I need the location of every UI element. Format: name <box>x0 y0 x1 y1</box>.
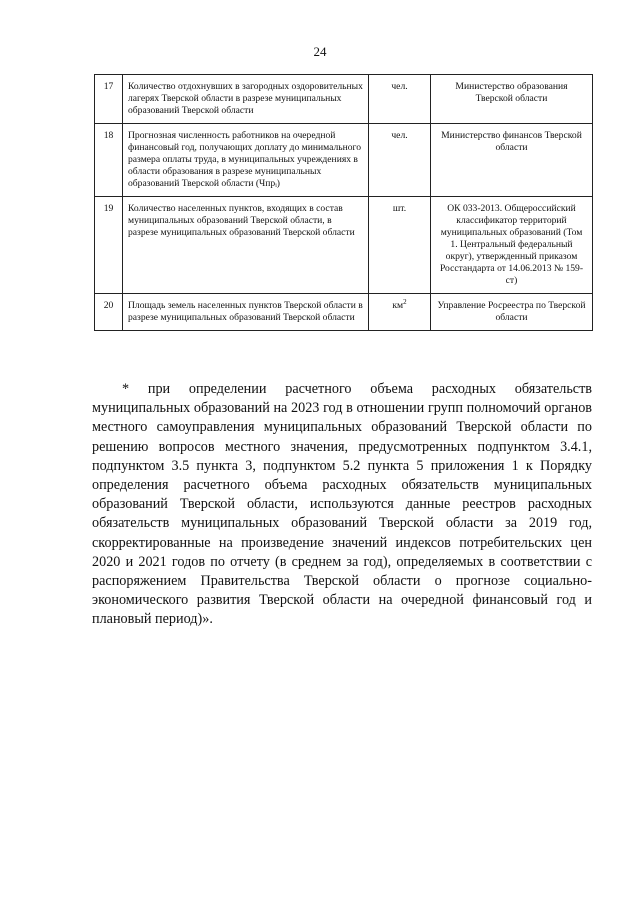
indicators-table <box>94 74 593 331</box>
footnote-paragraph: * при определении расчетного объема расходных обязательств муниципальных образований на 2023 год в отношении групп полномочий органов местного самоуправления муниципальных образований Тверской области по решению вопросов местного значения, предусмотренных подпунктом 3.4.1, подпунктом 3.5 пункта 3, подпунктом 5.2 пункта 5 приложения 1 к Порядку определения расчетного объема расходных обязательств муниципальных образований Тверской области, используются данные реестров расходных обязательств муниципальных образований Тверской области за 2019 год, скорректированные на произведение значений индексов потребительских цен 2020 и 2021 годов по отчету (в среднем за год), определяемых в соответствии с распоряжением Правительства Тверской области о прогнозе социально-экономического развития Тверской области на очередной финансовый год и плановый период)». <box>92 381 592 628</box>
row-number: 19 <box>95 197 123 294</box>
data-source: Министерство финансов Тверской области <box>431 124 593 197</box>
unit-superscript: 2 <box>403 297 407 306</box>
table-row <box>95 197 593 294</box>
indicator-name: Количество населенных пунктов, входящих в состав муниципальных образований Тверской области, в разрезе муниципальных образований Тверской области <box>123 197 369 294</box>
data-source: Министерство образования Тверской области <box>431 75 593 124</box>
page-number: 24 <box>313 44 327 59</box>
data-source: Управление Росреестра по Тверской области <box>431 294 593 331</box>
indicator-name: Количество отдохнувших в загородных оздоровительных лагерях Тверской области в разрезе муниципальных образований Тверской области <box>123 75 369 124</box>
table-row <box>95 294 593 331</box>
unit-of-measure: чел. <box>369 75 431 124</box>
row-number: 17 <box>95 75 123 124</box>
row-number: 18 <box>95 124 123 197</box>
unit-base: км <box>392 300 404 311</box>
unit-of-measure <box>369 294 431 331</box>
row-number: 20 <box>95 294 123 331</box>
unit-of-measure: чел. <box>369 124 431 197</box>
unit-of-measure: шт. <box>369 197 431 294</box>
table-row <box>95 124 593 197</box>
indicator-name: Прогнозная численность работников на очередной финансовый год, получающих доплату до минимального размера оплаты труда, в муниципальных учреждениях в области образования в разрезе муниципальных образований Тверской области (Чпрᵢ) <box>123 124 369 197</box>
indicator-name: Площадь земель населенных пунктов Тверской области в разрезе муниципальных образований Тверской области <box>123 294 369 331</box>
data-source: ОК 033-2013. Общероссийский классификатор территорий муниципальных образований (Том 1. Центральный федеральный округ), утвержденный приказом Росстандарта от 14.06.2013 № 159-ст) <box>431 197 593 294</box>
table-row <box>95 75 593 124</box>
